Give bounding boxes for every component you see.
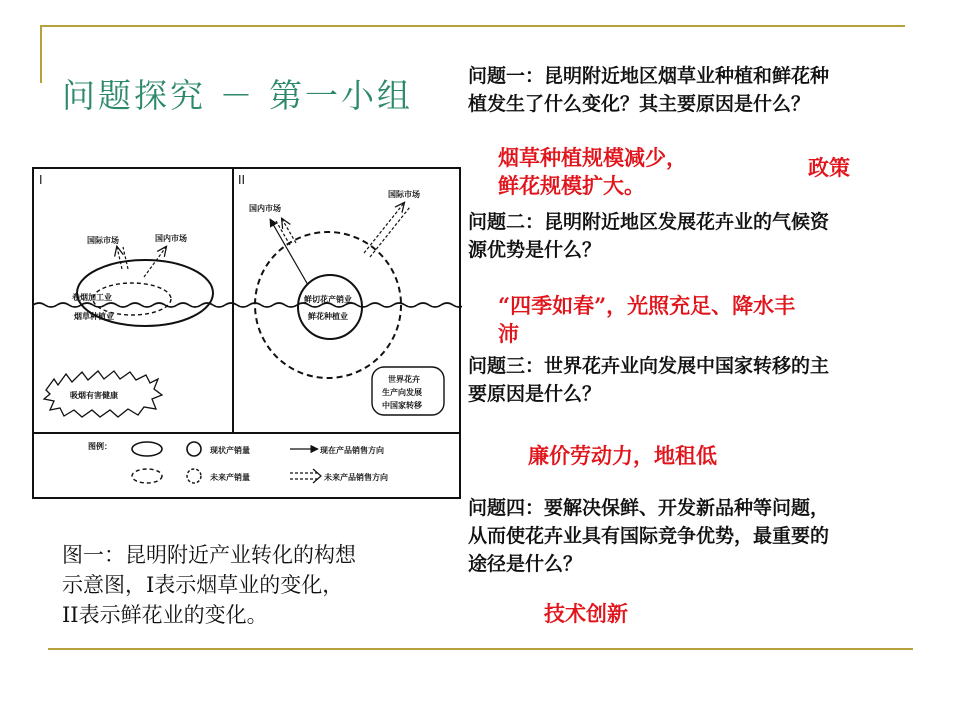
panel2-note-3: 中国家转移 <box>382 401 422 410</box>
question-3 <box>468 352 938 408</box>
question-4-line-3: 途径是什么？ <box>468 553 583 575</box>
answer-1 <box>498 144 687 200</box>
question-3-line-1: 问题三：世界花卉业向发展中国家转移的主 <box>468 355 830 377</box>
caption-line: 图一：昆明附近产业转化的构想 <box>62 543 356 567</box>
panel1-market-dom: 国内市场 <box>155 234 187 243</box>
panel1-roman: I <box>39 173 43 187</box>
panel2-note-2: 生产向发展 <box>382 388 422 397</box>
answer-1-extra: 政策 <box>808 155 850 180</box>
figure-caption <box>62 540 452 630</box>
answer-2-line-2: 沛 <box>498 321 519 346</box>
question-4-line-1: 问题四：要解决保鲜、开发新品种等问题， <box>468 497 830 519</box>
bottom-rule <box>48 648 913 650</box>
caption-line: II表示鲜花业的变化。 <box>62 603 268 627</box>
question-1 <box>468 62 938 118</box>
conversion-diagram <box>32 167 462 500</box>
answer-3 <box>528 442 717 470</box>
panel2-note-1: 世界花卉 <box>388 375 420 384</box>
panel2-industry-1: 鲜切花产销业 <box>304 295 352 304</box>
question-2-line-2: 源优势是什么？ <box>468 239 602 261</box>
legend-future-direction: 未来产品销售方向 <box>324 473 388 482</box>
question-4-line-2: 从而使花卉业具有国际竞争优势，最重要的 <box>468 525 830 547</box>
panel2-market-dom: 国内市场 <box>249 204 281 213</box>
panel2-industry-2: 鲜花种植业 <box>308 312 348 321</box>
question-3-line-2: 要原因是什么？ <box>468 383 602 405</box>
answer-4-line-1: 技术创新 <box>544 601 628 626</box>
question-2 <box>468 208 938 264</box>
legend-future-sales: 未来产销量 <box>210 473 250 482</box>
panel1-market-intl: 国际市场 <box>87 236 119 245</box>
legend-title: 图例： <box>88 442 112 451</box>
answer-4 <box>544 600 628 628</box>
question-4 <box>468 494 938 578</box>
question-1-line-2: 植发生了什么变化？其主要原因是什么？ <box>468 93 811 115</box>
top-rule <box>40 25 905 27</box>
caption-line: 示意图，I表示烟草业的变化， <box>62 573 344 597</box>
panel2-roman: II <box>238 173 246 187</box>
warning-text: 吸烟有害健康 <box>70 391 118 400</box>
legend-current-sales: 现状产销量 <box>210 446 250 455</box>
panel2-market-intl: 国际市场 <box>388 190 420 199</box>
answer-1-line-1: 烟草种植规模减少， <box>498 145 687 170</box>
question-1-line-1: 问题一：昆明附近地区烟草业种植和鲜花种 <box>468 65 830 87</box>
left-rule <box>40 25 42 83</box>
panel1-industry-2: 烟草种植业 <box>74 312 114 321</box>
legend-current-direction: 现在产品销售方向 <box>320 446 384 455</box>
panel1-industry-1: 卷烟加工业 <box>72 293 112 302</box>
answer-3-line-1: 廉价劳动力，地租低 <box>528 443 717 468</box>
question-2-line-1: 问题二：昆明附近地区发展花卉业的气候资 <box>468 211 830 233</box>
answer-1-line-2: 鲜花规模扩大。 <box>498 173 645 198</box>
answer-2-line-1: “四季如春”，光照充足、降水丰 <box>498 293 796 318</box>
page-title: 问题探究 － 第一小组 <box>62 76 413 115</box>
answer-2 <box>498 292 795 348</box>
